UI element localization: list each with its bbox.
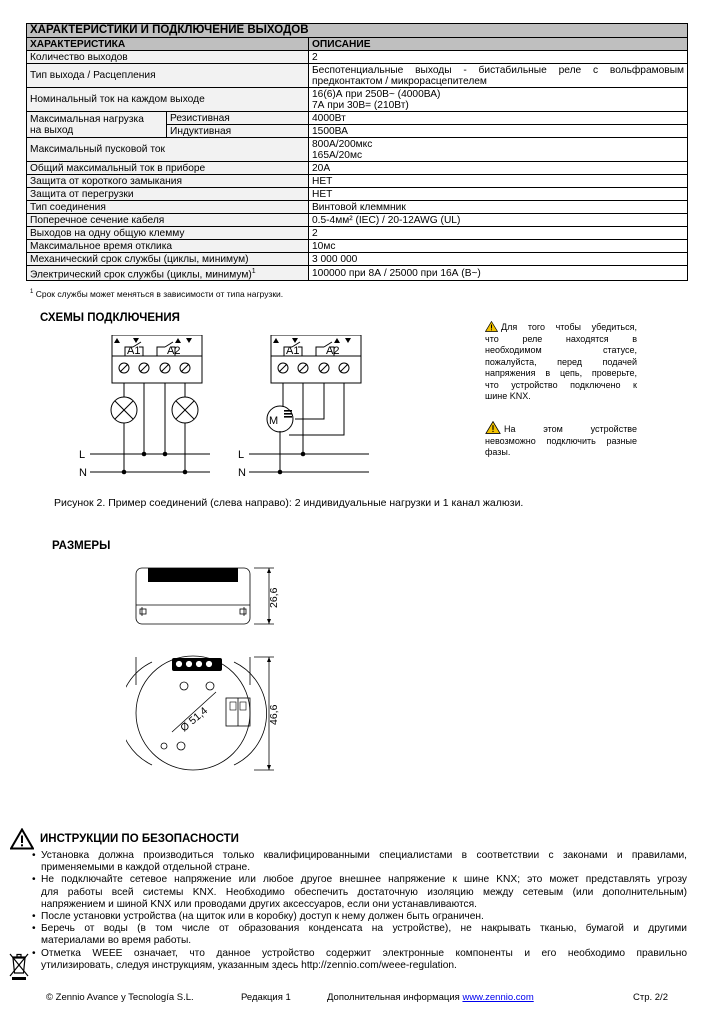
row-value: 1500ВА [309,125,688,138]
row-label-line: Максимальная нагрузка [30,113,144,125]
website-link[interactable]: www.zennio.com [462,992,534,1003]
row-label: Тип соединения [27,201,309,214]
row-label: Защита от короткого замыкания [27,175,309,188]
row-value: 20А [309,162,688,175]
top-band [148,568,238,582]
note-line: что устройство подключено к [485,379,637,390]
list-item-line: утилизировать, следуя инструкциям, указанным здесь http://zennio.com/weee-regulation. [41,959,457,971]
footnote-number: 1 [30,289,34,296]
footer-copyright: © Zennio Avance y Tecnología S.L. [46,992,194,1003]
height-side-label: 26,6 [268,587,280,608]
table-row [27,188,688,201]
relay-module-left [112,335,202,383]
table-row [27,175,688,188]
neutral-label: N [79,467,87,479]
list-item-line: напряжением и шиной KNX или проводами других аксессуаров, если они устанавливаются. [41,898,477,910]
warning-icon [485,321,498,332]
row-label: Максимальный пусковой ток [27,138,309,162]
row-value: НЕТ [309,188,688,201]
neutral-label: N [238,467,246,479]
row-label-line: на выход [30,124,74,136]
section-title: ХАРАКТЕРИСТИКИ И ПОДКЛЮЧЕНИЕ ВЫХОДОВ [27,24,688,38]
table-row [27,64,688,88]
note-line: шине KNX. [485,391,531,401]
row-value-line: предконтактом / микрорасцепителем [312,75,487,87]
row-value [309,64,688,88]
list-item-line: • После установки устройства (на щиток или в коробку) доступ к нему должен быть ограничен. [41,911,484,923]
list-item [32,923,687,947]
row-label: Защита от перегрузки [27,188,309,201]
row-value [309,88,688,112]
table-row [27,162,688,175]
row-value: 0.5-4мм² (IEC) / 20-12AWG (UL) [309,214,688,227]
line-label: L [79,449,86,461]
table-row [27,253,688,266]
footnote-text: Срок службы может меняться в зависимости от типа нагрузки. [33,289,284,299]
channel-label: A1 [127,345,141,357]
list-item-line: • Установка должна производиться только квалифицированными специалистами в соответствии с законами и правилами, [41,850,687,861]
safety-list [32,850,687,972]
list-item [32,874,687,911]
row-value-line: 7А при 30В= (210Вт) [312,99,409,111]
dimensions-title: РАЗМЕРЫ [52,540,111,552]
note-text: Для того чтобы убедиться, [501,322,637,332]
row-value: 3 000 000 [309,253,688,266]
list-item-line: применяемыми в каждой отдельной стране. [41,862,251,874]
column-header-characteristic: ХАРАКТЕРИСТИКА [27,38,309,51]
row-value: 100000 при 8А / 25000 при 16А (В~) [309,266,688,281]
channel-label: A2 [167,345,181,357]
table-row [27,240,688,253]
dimensions-drawing [126,560,286,780]
row-value: НЕТ [309,175,688,188]
row-value: Винтовой клеммник [309,201,688,214]
list-item-line: материалами во время работы. [41,935,192,947]
row-label: Номинальный ток на каждом выходе [27,88,309,112]
line-label: L [238,449,245,461]
spec-table [26,23,688,281]
table-row [27,214,688,227]
row-value-line: 16(6)А при 250В~ (4000ВА) [312,88,441,100]
motor-label: M [269,415,279,427]
list-item [32,948,687,972]
row-value-line: Беспотенциальные выходы - бистабильные реле с вольфрамовым [312,64,685,76]
height-front-label: 46,6 [268,704,280,725]
wiring-title: СХЕМЫ ПОДКЛЮЧЕНИЯ [40,312,180,324]
relay-status-note [485,321,637,403]
column-header-description: ОПИСАНИЕ [309,38,688,51]
relay-module-right [271,335,361,383]
list-item [32,911,687,923]
row-label: Общий максимальный ток в приборе [27,162,309,175]
table-row [27,112,688,125]
row-label-text: Электрический срок службы (циклы, минимум) [30,269,252,281]
row-sublabel: Резистивная [167,112,309,125]
row-value-line: 165А/20мс [312,149,363,161]
list-item-line: для работы всей системы KNX. Необходимо обеспечить достаточную изоляцию между сетевым (или дополнительным) [41,886,687,898]
row-label: Тип выхода / Расцепления [27,64,309,88]
weee-bin-icon [9,952,29,982]
table-row [27,51,688,64]
note-line [485,421,637,436]
table-row [27,138,688,162]
list-item-line: • Не подключайте сетевое напряжение или любое другое внешнее напряжение к шине KNX; это может представлять угрозу [41,874,687,886]
table-footnote [30,289,283,299]
list-item-line: • Отметка WEEE означает, что данное устройство содержит электронные компоненты и его необходимо правильно [41,947,687,959]
figure-caption: Рисунок 2. Пример соединений (слева направо): 2 индивидуальные нагрузки и 1 канал жалюзи. [54,497,524,509]
row-label [27,266,309,281]
row-label: Механический срок службы (циклы, минимум) [27,253,309,266]
row-value-line: 800А/200мкс [312,138,373,150]
row-value [309,138,688,162]
footer-info [327,992,534,1003]
safety-title: ИНСТРУКЦИИ ПО БЕЗОПАСНОСТИ [40,833,239,845]
note-line: необходимом статусе, [485,345,637,355]
row-value: 4000Вт [309,112,688,125]
channel-label: A2 [326,345,340,357]
table-row [27,201,688,214]
channel-label: A1 [286,345,300,357]
footer-page-number: Стр. 2/2 [633,992,668,1003]
note-line: невозможно подключить разные [485,435,637,446]
note-line: что реле находятся в [485,333,637,344]
note-line: пожалуйста, перед подачей [485,356,637,367]
diameter-label: Ø 51,4 [178,704,211,735]
row-value: 2 [309,51,688,64]
warning-icon [485,421,501,434]
row-value: 10мс [309,240,688,253]
note-line: напряжения в цепь, проверьте, [485,368,637,378]
table-row [27,266,688,281]
row-label: Выходов на одну общую клемму [27,227,309,240]
row-value: 2 [309,227,688,240]
list-item [32,850,687,874]
footer-revision: Редакция 1 [241,992,291,1003]
row-label: Поперечное сечение кабеля [27,214,309,227]
row-label: Количество выходов [27,51,309,64]
phases-note [485,421,637,459]
note-line: фазы. [485,447,511,457]
note-text: На этом устройстве [504,424,637,434]
row-label [27,112,167,138]
wiring-diagram [75,335,405,485]
footer-info-label: Дополнительная информация [327,992,463,1003]
warning-icon [10,828,34,850]
list-item-line: • Беречь от воды (в том числе от образования конденсата на устройстве), не накрывать тканью, бумагой и другими [41,923,687,935]
table-row [27,88,688,112]
note-line [485,321,637,334]
row-label: Максимальное время отклика [27,240,309,253]
table-row [27,227,688,240]
footnote-mark: 1 [251,268,256,275]
row-sublabel: Индуктивная [167,125,309,138]
